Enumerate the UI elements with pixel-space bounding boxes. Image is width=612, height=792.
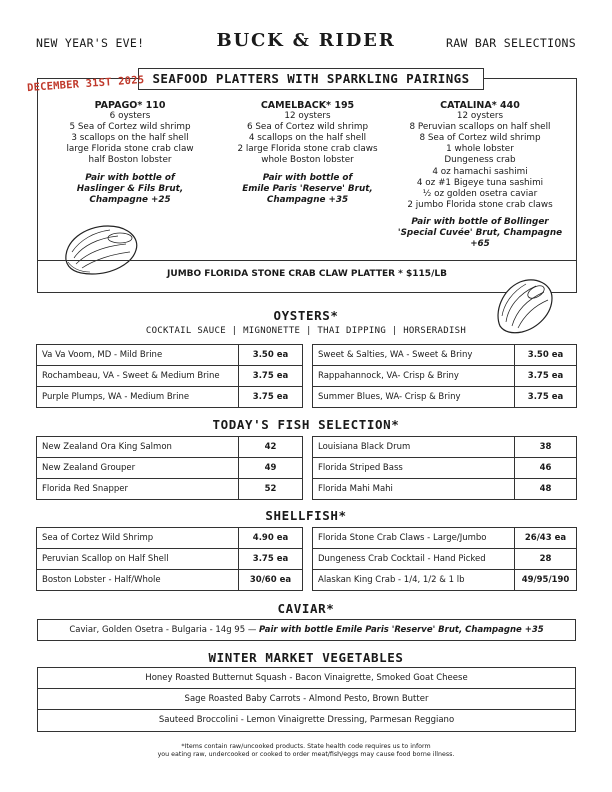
table-row [37, 528, 303, 549]
table-row [37, 387, 303, 408]
shellfish-title: SHELLFISH* [265, 508, 347, 523]
item-price: 3.50 ea [515, 345, 577, 366]
item-name: New Zealand Ora King Salmon [37, 437, 239, 458]
platter-line: 4 oz hamachi sashimi [432, 166, 528, 177]
caviar-item: Caviar, Golden Osetra - Bulgaria - 14g 95 — [69, 625, 257, 635]
platter-line: large Florida stone crab claw [66, 144, 194, 155]
platter-line: 6 oysters [109, 111, 151, 122]
item-price: 26/43 ea [515, 528, 577, 549]
restaurant-logo: BUCK & RIDER [216, 30, 396, 51]
oysters-table-right [312, 344, 577, 408]
platter-line: half Boston lobster [88, 155, 172, 166]
pairing-line: Champagne +25 [89, 194, 171, 205]
platter-pairing [55, 173, 205, 206]
platter-pairing [395, 217, 565, 250]
item-name: Alaskan King Crab - 1/4, 1/2 & 1 lb [313, 570, 515, 591]
item-price: 49/95/190 [515, 570, 577, 591]
platter-line: whole Boston lobster [261, 155, 354, 166]
item-name: New Zealand Grouper [37, 458, 239, 479]
platter-name: PAPAGO* 110 [94, 100, 166, 111]
table-row [37, 437, 303, 458]
item-name: Peruvian Scallop on Half Shell [37, 549, 239, 570]
item-name: Va Va Voom, MD - Mild Brine [37, 345, 239, 366]
caviar-pairing: Pair with bottle Emile Paris 'Reserve' Brut, Champagne +35 [259, 625, 544, 635]
fish-table-left [36, 436, 303, 500]
pairing-line: Champagne +35 [266, 194, 349, 205]
table-row [313, 570, 577, 591]
platter-line: 12 oysters [284, 111, 331, 122]
platter-line: 4 scallops on the half shell [248, 133, 367, 144]
item-name: Florida Red Snapper [37, 479, 239, 500]
item-name: Sweet & Salties, WA - Sweet & Briny [313, 345, 515, 366]
item-price: 42 [239, 437, 303, 458]
item-name: Florida Striped Bass [313, 458, 515, 479]
platter-line: Dungeness crab [444, 155, 516, 166]
platter-line: ½ oz golden osetra caviar [422, 188, 538, 199]
platter-name: CAMELBACK* 195 [260, 100, 355, 111]
platter-line: 8 Sea of Cortez wild shrimp [419, 133, 541, 144]
platter-line: 2 large Florida stone crab claws [237, 144, 378, 155]
table-row [313, 479, 577, 500]
item-name: Florida Stone Crab Claws - Large/Jumbo [313, 528, 515, 549]
table-row [313, 528, 577, 549]
vegetables-title: WINTER MARKET VEGETABLES [208, 650, 404, 665]
table-row [37, 345, 303, 366]
pairing-line: Haslinger & Fils Brut, [76, 183, 184, 194]
fish-title: TODAY'S FISH SELECTION* [212, 417, 400, 432]
item-name: Rochambeau, VA - Sweet & Medium Brine [37, 366, 239, 387]
health-footnote [0, 743, 612, 759]
platters-divider [37, 260, 577, 261]
caviar-title: CAVIAR* [277, 601, 335, 616]
item-price: 3.75 ea [515, 366, 577, 387]
vegetables-list [37, 667, 576, 732]
item-price: 52 [239, 479, 303, 500]
item-price: 30/60 ea [239, 570, 303, 591]
platter-line: 1 whole lobster [446, 144, 514, 155]
pairing-line: Pair with bottle of Bollinger [411, 216, 549, 227]
item-name: Rappahannock, VA- Crisp & Briny [313, 366, 515, 387]
item-price: 48 [515, 479, 577, 500]
platter-camelback [225, 100, 390, 206]
oysters-title: OYSTERS* [273, 308, 339, 323]
shellfish-table-right [312, 527, 577, 591]
item-name: Sea of Cortez Wild Shrimp [37, 528, 239, 549]
item-name: Florida Mahi Mahi [313, 479, 515, 500]
item-price: 38 [515, 437, 577, 458]
item-price: 28 [515, 549, 577, 570]
platter-pairing [225, 173, 390, 206]
shellfish-table-left [36, 527, 303, 591]
table-row [313, 437, 577, 458]
table-row [313, 387, 577, 408]
item-price: 46 [515, 458, 577, 479]
table-row [313, 366, 577, 387]
item-price: 3.75 ea [239, 366, 303, 387]
oyster-sauces: COCKTAIL SAUCE | MIGNONETTE | THAI DIPPING | HORSERADISH [145, 326, 467, 336]
item-price: 3.75 ea [239, 549, 303, 570]
item-name: Summer Blues, WA- Crisp & Briny [313, 387, 515, 408]
platter-name: CATALINA* 440 [440, 100, 520, 111]
item-price: 3.75 ea [515, 387, 577, 408]
pairing-line: Pair with bottle of [85, 172, 175, 183]
table-row [37, 570, 303, 591]
header-left: NEW YEAR'S EVE! [36, 36, 145, 50]
platter-papago [55, 100, 205, 206]
oysters-table-left [36, 344, 303, 408]
platter-line: 4 oz #1 Bigeye tuna sashimi [416, 177, 544, 188]
header-right: RAW BAR SELECTIONS [445, 36, 576, 50]
table-row [313, 345, 577, 366]
platter-catalina [395, 100, 565, 250]
list-item: Honey Roasted Butternut Squash - Bacon Vinaigrette, Smoked Goat Cheese [38, 668, 575, 689]
fish-table-right [312, 436, 577, 500]
platter-line: 3 scallops on the half shell [71, 133, 189, 144]
item-price: 3.50 ea [239, 345, 303, 366]
footnote-line: *Items contain raw/uncooked products. State health code requires us to inform [181, 743, 431, 750]
item-price: 4.90 ea [239, 528, 303, 549]
platter-line: 6 Sea of Cortez wild shrimp [246, 122, 369, 133]
platters-title: SEAFOOD PLATTERS WITH SPARKLING PAIRINGS [138, 68, 484, 90]
table-row [313, 458, 577, 479]
caviar-row [37, 619, 576, 641]
table-row [37, 458, 303, 479]
list-item: Sauteed Broccolini - Lemon Vinaigrette Dressing, Parmesan Reggiano [158, 715, 455, 725]
platter-line: 8 Peruvian scallops on half shell [409, 122, 551, 133]
item-name: Boston Lobster - Half/Whole [37, 570, 239, 591]
pairing-line: 'Special Cuvée' Brut, Champagne +65 [397, 228, 563, 250]
item-price: 3.75 ea [239, 387, 303, 408]
item-price: 49 [239, 458, 303, 479]
item-name: Purple Plumps, WA - Medium Brine [37, 387, 239, 408]
table-row [37, 479, 303, 500]
pairing-line: Pair with bottle of [262, 172, 353, 183]
pairing-line: Emile Paris 'Reserve' Brut, [242, 183, 373, 194]
date-stamp: DECEMBER 31ST 2025 [26, 73, 145, 95]
platter-line: 5 Sea of Cortez wild shrimp [69, 122, 191, 133]
platter-line: 12 oysters [456, 111, 504, 122]
platter-line: 2 jumbo Florida stone crab claws [407, 199, 553, 210]
table-row [313, 549, 577, 570]
item-name: Louisiana Black Drum [313, 437, 515, 458]
table-row [37, 549, 303, 570]
jumbo-platter: JUMBO FLORIDA STONE CRAB CLAW PLATTER * $115/LB [167, 269, 447, 279]
footnote-line: you eating raw, undercooked or cooked to order meat/fish/eggs may cause food borne illness. [157, 751, 455, 758]
item-name: Dungeness Crab Cocktail - Hand Picked [313, 549, 515, 570]
table-row [37, 366, 303, 387]
list-item: Sage Roasted Baby Carrots - Almond Pesto, Brown Butter [38, 689, 575, 710]
